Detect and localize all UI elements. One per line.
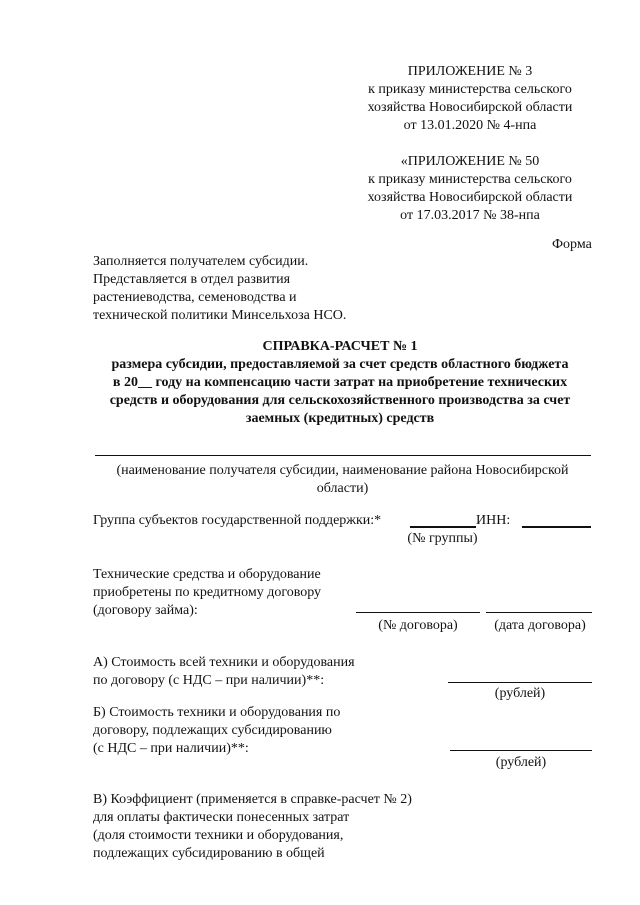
cost-a-line: по договору (с НДС – при наличии)**: [93,673,325,688]
instruction-line: Заполняется получателем субсидии. [93,254,309,269]
contract-caption: (№ договора) [378,618,458,633]
instruction-line: Представляется в отдел развития [93,272,291,287]
appendix-line: хозяйства Новосибирской области [367,100,573,115]
loan-line: Технические средства и оборудование [93,567,321,582]
form-label: Форма [552,237,592,252]
contract-number-field[interactable] [356,612,480,613]
heading-title: СПРАВКА-РАСЧЕТ № 1 [262,339,418,354]
appendix-prev-line: хозяйства Новосибирской области [367,190,573,205]
contract-date-field[interactable] [486,612,592,613]
coef-line: (доля стоимости техники и оборудования, [93,828,344,843]
inn-label: ИНН: [476,513,511,528]
recipient-caption: области) [316,481,369,496]
appendix-line: от 13.01.2020 № 4-нпа [403,118,537,133]
cost-b-field[interactable] [450,750,592,751]
group-caption: (№ группы) [407,531,478,546]
heading-line: в 20__ году на компенсацию части затрат на приобретение технических [112,375,568,390]
heading-line: размера субсидии, предоставляемой за счет средств областного бюджета [111,357,569,372]
appendix-prev-line: к приказу министерства сельского [368,172,572,187]
recipient-caption: (наименование получателя субсидии, наименование района Новосибирской [116,463,569,478]
cost-a-unit: (рублей) [494,686,546,701]
appendix-prev-line: от 17.03.2017 № 38-нпа [400,208,540,223]
inn-field[interactable] [522,526,591,528]
loan-line: (договору займа): [93,603,198,618]
instruction-line: растениеводства, семеноводства и [93,290,297,305]
cost-b-line: Б) Стоимость техники и оборудования по [93,705,341,720]
heading-line: заемных (кредитных) средств [245,411,435,426]
group-number-field[interactable] [410,526,476,528]
appendix-line: к приказу министерства сельского [368,82,572,97]
heading-line: средств и оборудования для сельскохозяйственного производства за счет [109,393,571,408]
cost-b-line: (с НДС – при наличии)**: [93,741,249,756]
cost-b-unit: (рублей) [495,755,547,770]
cost-b-line: договору, подлежащих субсидированию [93,723,332,738]
instruction-line: технической политики Минсельхоза НСО. [93,308,347,323]
coef-line: подлежащих субсидированию в общей [93,846,325,861]
loan-line: приобретены по кредитному договору [93,585,322,600]
recipient-name-field[interactable] [95,455,591,456]
cost-a-field[interactable] [448,682,592,683]
coef-line: для оплаты фактически понесенных затрат [93,810,350,825]
cost-a-line: А) Стоимость всей техники и оборудования [93,655,355,670]
support-group-label: Группа субъектов государственной поддержки:* [93,513,382,528]
appendix-prev-title: «ПРИЛОЖЕНИЕ № 50 [400,154,540,169]
appendix-title: ПРИЛОЖЕНИЕ № 3 [407,64,533,79]
coef-line: В) Коэффициент (применяется в справке-расчет № 2) [93,792,412,807]
date-caption: (дата договора) [494,618,586,633]
